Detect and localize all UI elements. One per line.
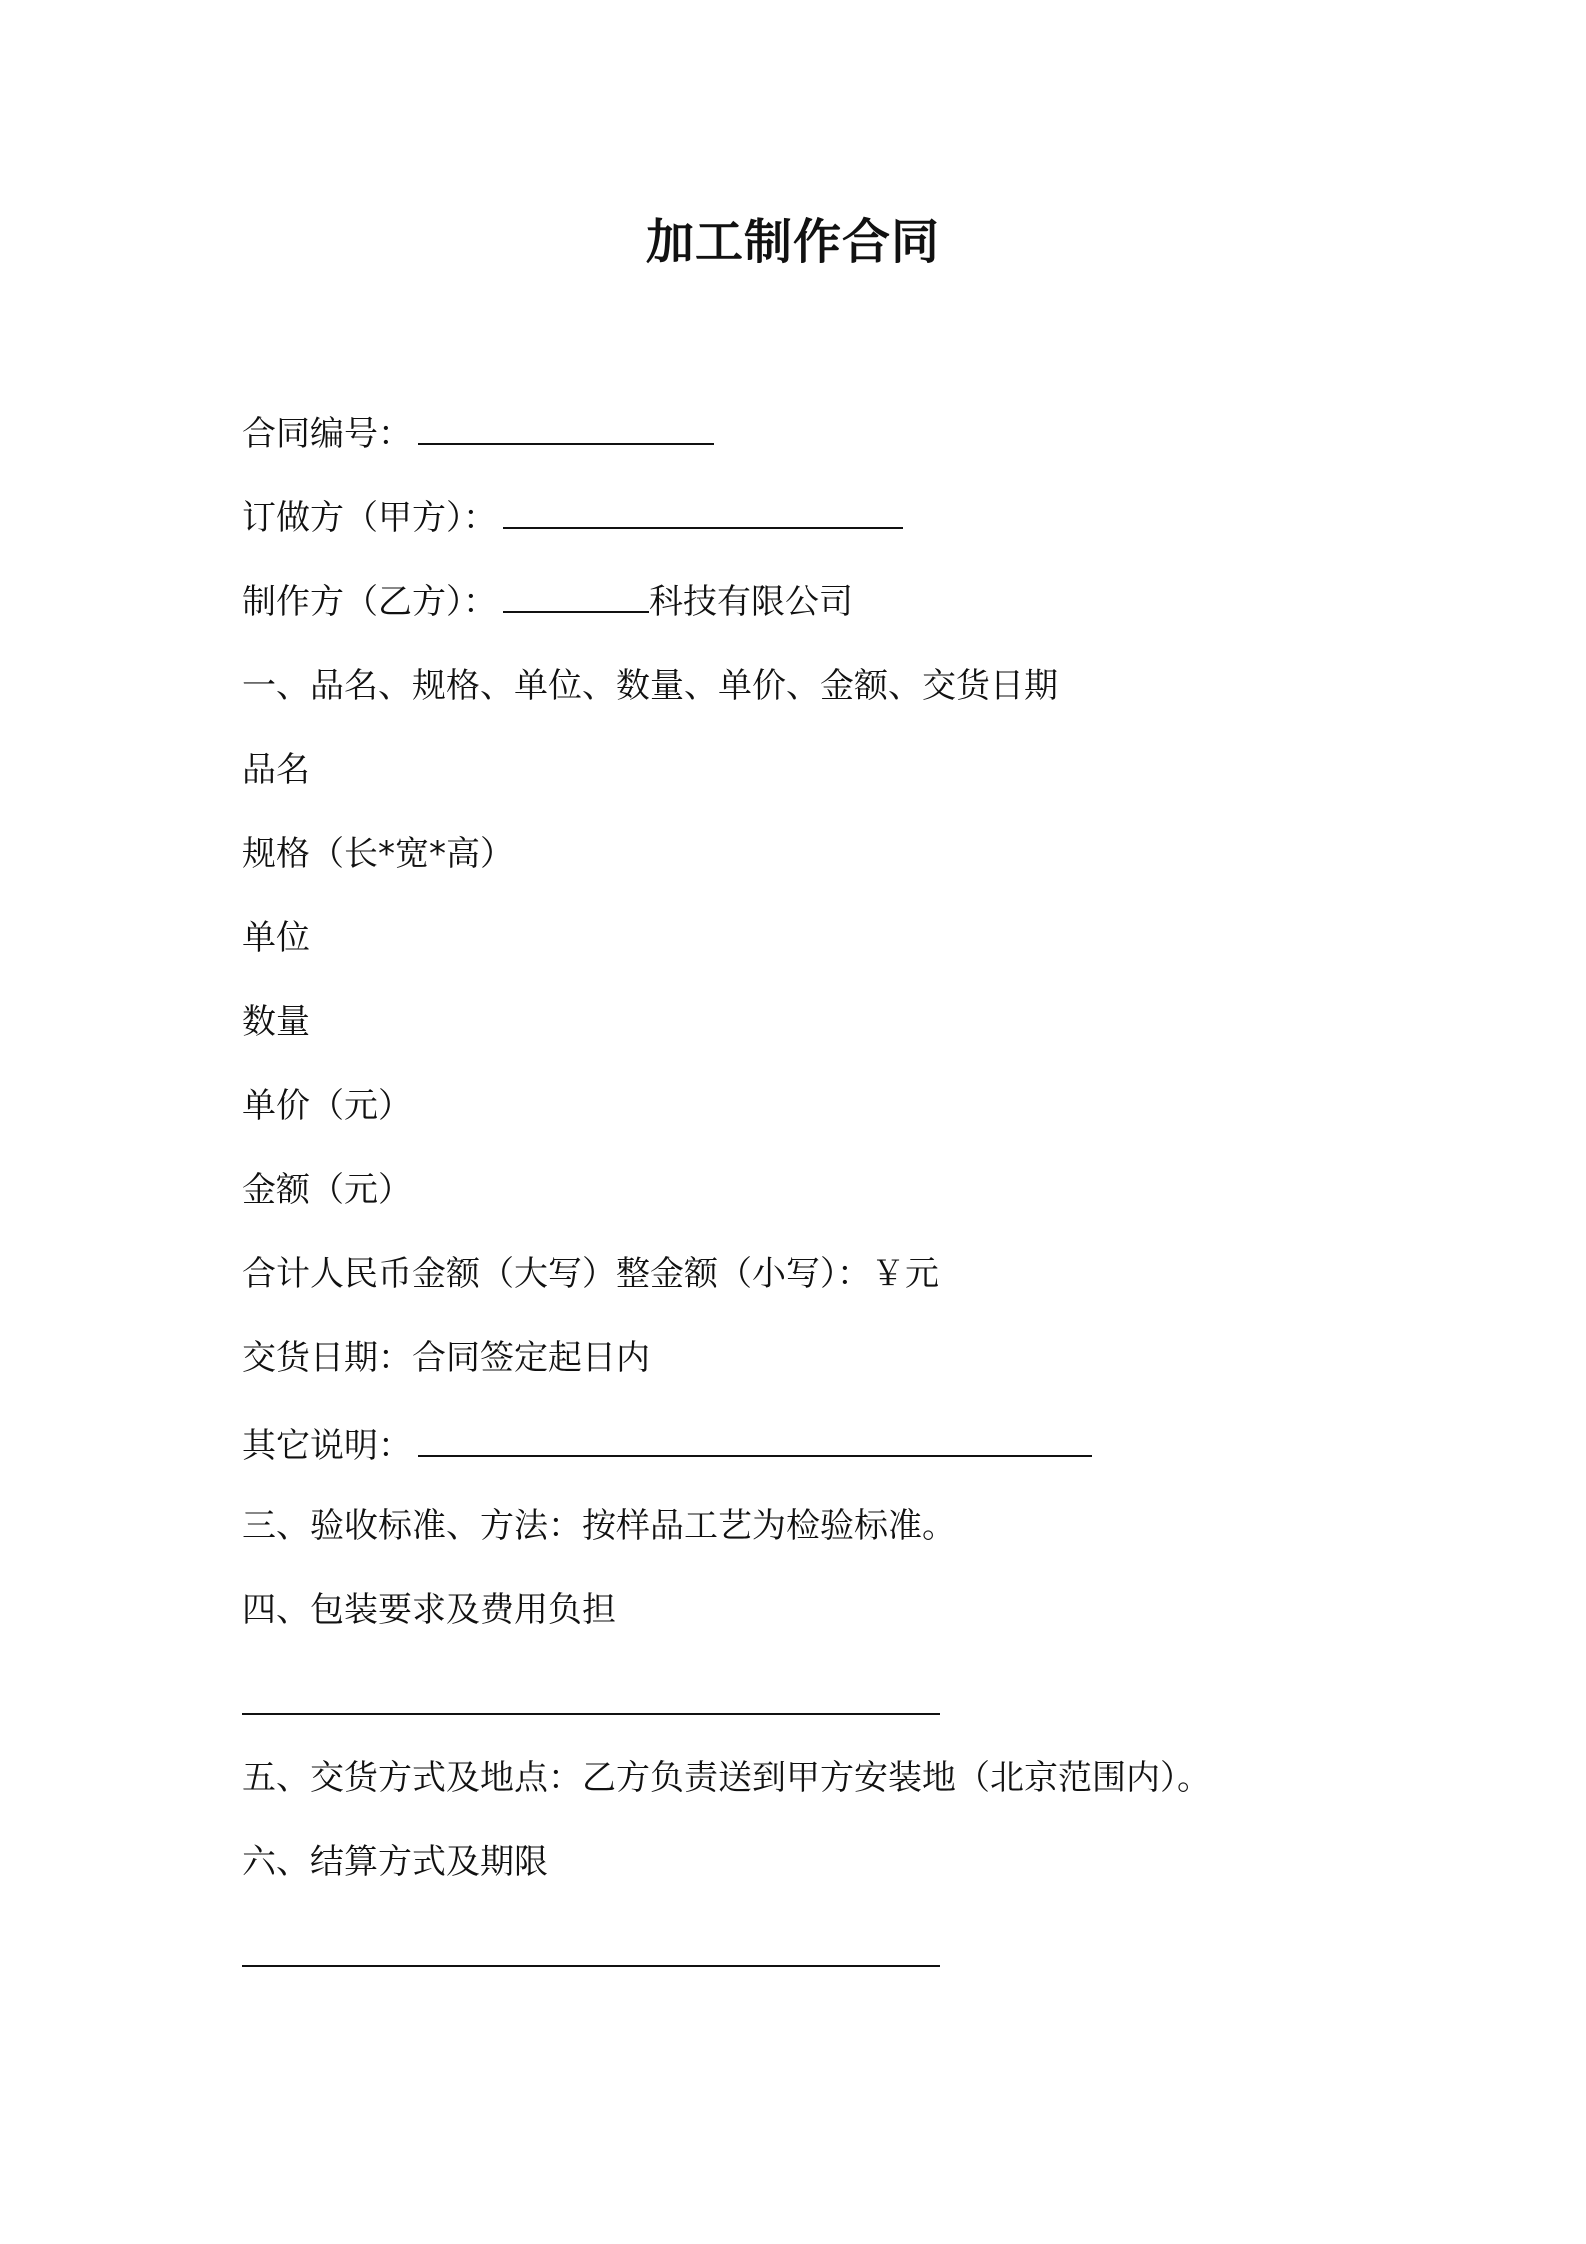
party-b-blank[interactable] <box>503 581 649 613</box>
section-5-delivery: 五、交货方式及地点：乙方负责送到甲方安装地（北京范围内）。 <box>242 1758 1211 1798</box>
party-a-blank[interactable] <box>503 497 903 529</box>
total-amount-line: 合计人民币金额（大写）整金额（小写）：￥元 <box>242 1254 939 1294</box>
item-name-label: 品名 <box>242 750 310 790</box>
item-spec-label: 规格（长*宽*高） <box>242 834 514 874</box>
packaging-blank-line[interactable] <box>242 1713 940 1715</box>
item-unit-price-label: 单价（元） <box>242 1086 412 1126</box>
section-3-acceptance: 三、验收标准、方法：按样品工艺为检验标准。 <box>242 1506 956 1546</box>
settlement-blank-line[interactable] <box>242 1965 940 1967</box>
party-b-suffix: 科技有限公司 <box>649 582 853 622</box>
section-6-settlement: 六、结算方式及期限 <box>242 1842 548 1882</box>
other-notes-blank[interactable] <box>418 1425 1092 1457</box>
item-amount-label: 金额（元） <box>242 1170 412 1210</box>
party-b-line <box>242 580 853 624</box>
other-notes-line <box>242 1424 1092 1468</box>
section-4-packaging: 四、包装要求及费用负担 <box>242 1590 616 1630</box>
contract-number-line <box>242 412 714 456</box>
section-1-heading: 一、品名、规格、单位、数量、单价、金额、交货日期 <box>242 666 1058 706</box>
contract-number-blank[interactable] <box>418 413 714 445</box>
other-notes-label: 其它说明： <box>242 1426 412 1466</box>
party-b-label: 制作方（乙方）： <box>242 582 497 622</box>
party-a-line <box>242 496 903 540</box>
item-quantity-label: 数量 <box>242 1002 310 1042</box>
document-title: 加工制作合同 <box>645 214 940 270</box>
delivery-date-line: 交货日期：合同签定起日内 <box>242 1338 650 1378</box>
contract-number-label: 合同编号： <box>242 414 412 454</box>
party-a-label: 订做方（甲方）： <box>242 498 497 538</box>
item-unit-label: 单位 <box>242 918 310 958</box>
